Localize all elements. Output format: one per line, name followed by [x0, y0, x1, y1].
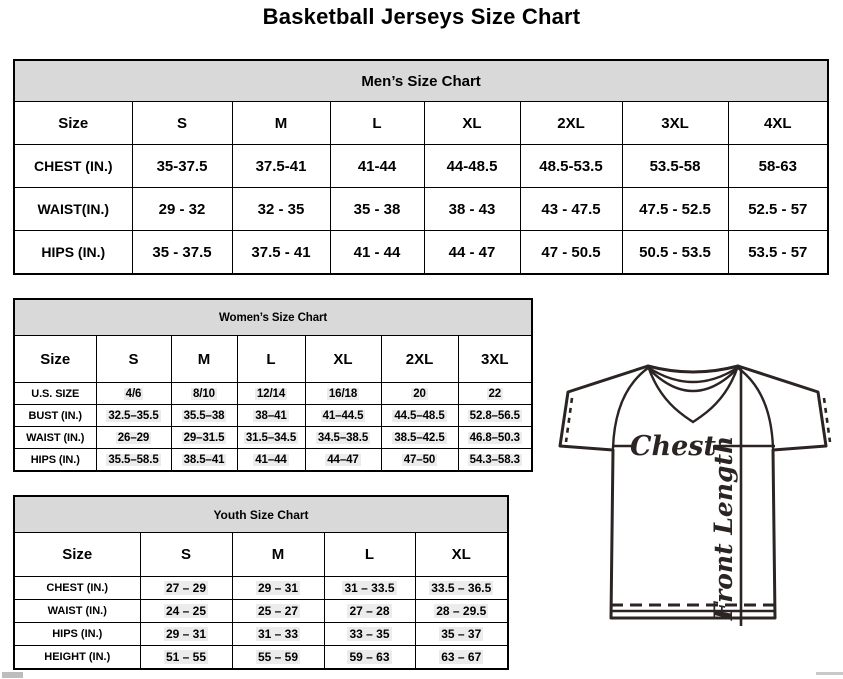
mens-size-chart-table: [13, 59, 829, 275]
womens-cell: [96, 427, 171, 449]
youth-cell: [140, 646, 232, 670]
mens-cell: 50.5 - 53.5: [622, 231, 728, 275]
mens-col-header: XL: [424, 102, 520, 145]
womens-cell: [381, 449, 458, 472]
cell-value: 29 – 31: [165, 627, 207, 641]
cell-value: 59 – 63: [349, 650, 390, 664]
table-row: [14, 145, 828, 188]
jersey-outline: [560, 366, 826, 618]
womens-cell: [171, 449, 237, 472]
youth-cell: [232, 646, 324, 670]
mens-col-header: M: [232, 102, 330, 145]
youth-cell: [232, 577, 324, 600]
womens-cell: [305, 449, 381, 472]
womens-cell: [237, 383, 305, 405]
mens-cell: 52.5 - 57: [728, 188, 828, 231]
mens-cell: 44-48.5: [424, 145, 520, 188]
womens-cell: [171, 427, 237, 449]
cell-value: 35.5–38: [183, 409, 225, 422]
cell-value: 27 – 29: [165, 581, 207, 595]
mens-cell: 35-37.5: [132, 145, 232, 188]
jersey-collar-top: [648, 366, 738, 372]
mens-cell: 58-63: [728, 145, 828, 188]
youth-cell: [415, 623, 508, 646]
mens-cell: 48.5-53.5: [520, 145, 622, 188]
mens-row-label: CHEST (IN.): [14, 145, 132, 188]
table-row: [14, 188, 828, 231]
youth-cell: [324, 646, 415, 670]
womens-cell: [96, 449, 171, 472]
youth-row-label: WAIST (IN.): [14, 600, 140, 623]
womens-cell: [171, 383, 237, 405]
womens-cell: [96, 405, 171, 427]
mens-row-label: WAIST(IN.): [14, 188, 132, 231]
youth-col-header: L: [324, 533, 415, 577]
table-row: [14, 600, 508, 623]
mens-col-header: Size: [14, 102, 132, 145]
cell-value: 12/14: [256, 387, 286, 400]
jersey-seam-right: [738, 368, 773, 448]
cell-value: 31 – 33: [257, 627, 299, 641]
womens-cell: [381, 405, 458, 427]
womens-size-chart-table: [13, 298, 533, 472]
cell-value: 29–31.5: [183, 431, 225, 444]
mens-cell: 35 - 37.5: [132, 231, 232, 275]
mens-cell: 29 - 32: [132, 188, 232, 231]
cell-value: 52.8–56.5: [469, 409, 520, 422]
table-row: [14, 623, 508, 646]
mens-col-header: S: [132, 102, 232, 145]
cell-value: 38.5–41: [183, 453, 225, 466]
womens-row-label: U.S. SIZE: [14, 383, 96, 405]
womens-cell: [237, 427, 305, 449]
cell-value: 51 – 55: [165, 650, 207, 664]
mens-table-title: Men’s Size Chart: [14, 60, 828, 102]
table-row: [14, 405, 532, 427]
cell-value: 29 – 31: [257, 581, 299, 595]
cell-value: 63 – 67: [441, 650, 482, 664]
youth-row-label: HEIGHT (IN.): [14, 646, 140, 670]
mens-col-header: 2XL: [520, 102, 622, 145]
front-length-label: Front Length: [709, 435, 738, 621]
youth-size-chart-table: [13, 495, 509, 670]
womens-col-header: L: [237, 336, 305, 383]
womens-col-header: XL: [305, 336, 381, 383]
womens-cell: [237, 449, 305, 472]
jersey-measurement-diagram: [556, 356, 840, 656]
mens-cell: 41-44: [330, 145, 424, 188]
cell-value: 33 – 35: [349, 627, 390, 641]
cell-value: 44.5–48.5: [394, 409, 445, 422]
cell-value: 31 – 33.5: [344, 581, 395, 595]
youth-header-row: [14, 533, 508, 577]
table-row: [14, 383, 532, 405]
mens-cell: 37.5 - 41: [232, 231, 330, 275]
mens-cell: 44 - 47: [424, 231, 520, 275]
mens-col-header: 3XL: [622, 102, 728, 145]
mens-cell: 53.5-58: [622, 145, 728, 188]
cell-value: 4/6: [125, 387, 142, 400]
mens-row-label: HIPS (IN.): [14, 231, 132, 275]
youth-table-title: Youth Size Chart: [14, 496, 508, 533]
cell-value: 22: [488, 387, 502, 400]
table-row: [14, 427, 532, 449]
cell-value: 35 – 37: [441, 627, 482, 641]
womens-table-title: Women’s Size Chart: [14, 299, 532, 336]
cell-value: 31.5–34.5: [245, 431, 297, 444]
mens-cell: 47.5 - 52.5: [622, 188, 728, 231]
womens-cell: [381, 427, 458, 449]
mens-cell: 47 - 50.5: [520, 231, 622, 275]
womens-col-header: 3XL: [458, 336, 532, 383]
youth-col-header: XL: [415, 533, 508, 577]
youth-cell: [324, 577, 415, 600]
cell-value: 41–44.5: [322, 409, 364, 422]
womens-row-label: HIPS (IN.): [14, 449, 96, 472]
womens-cell: [458, 449, 532, 472]
cell-value: 27 – 28: [349, 604, 390, 618]
youth-cell: [140, 623, 232, 646]
womens-cell: [458, 405, 532, 427]
womens-cell: [305, 405, 381, 427]
youth-col-header: S: [140, 533, 232, 577]
cell-value: 55 – 59: [257, 650, 299, 664]
youth-cell: [415, 600, 508, 623]
mens-cell: 53.5 - 57: [728, 231, 828, 275]
youth-col-header: Size: [14, 533, 140, 577]
cell-value: 38.5–42.5: [394, 431, 445, 444]
mens-cell: 38 - 43: [424, 188, 520, 231]
cell-value: 32.5–35.5: [108, 409, 159, 422]
cell-value: 41–44: [255, 453, 287, 466]
youth-col-header: M: [232, 533, 324, 577]
youth-row-label: CHEST (IN.): [14, 577, 140, 600]
cell-value: 38–41: [255, 409, 287, 422]
cell-value: 8/10: [193, 387, 215, 400]
mens-cell: 43 - 47.5: [520, 188, 622, 231]
womens-col-header: M: [171, 336, 237, 383]
womens-col-header: Size: [14, 336, 96, 383]
womens-cell: [458, 383, 532, 405]
womens-cell: [305, 427, 381, 449]
cell-value: 20: [413, 387, 426, 400]
womens-cell: [171, 405, 237, 427]
horizontal-scrollbar-fragment[interactable]: [816, 672, 843, 675]
youth-cell: [140, 577, 232, 600]
youth-cell: [324, 600, 415, 623]
youth-cell: [232, 623, 324, 646]
youth-cell: [232, 600, 324, 623]
womens-cell: [305, 383, 381, 405]
mens-cell: 41 - 44: [330, 231, 424, 275]
horizontal-scrollbar-thumb[interactable]: [2, 672, 23, 678]
womens-cell: [96, 383, 171, 405]
cell-value: 35.5–58.5: [108, 453, 159, 466]
mens-col-header: L: [330, 102, 424, 145]
youth-row-label: HIPS (IN.): [14, 623, 140, 646]
table-row: [14, 231, 828, 275]
cell-value: 54.3–58.3: [469, 453, 520, 466]
cell-value: 34.5–38.5: [317, 431, 369, 444]
youth-cell: [140, 600, 232, 623]
cell-value: 28 – 29.5: [436, 604, 487, 618]
womens-header-row: [14, 336, 532, 383]
chest-label: Chest: [630, 431, 716, 462]
cell-value: 47–50: [403, 453, 436, 466]
cell-value: 25 – 27: [257, 604, 299, 618]
cell-value: 16/18: [328, 387, 358, 400]
youth-cell: [415, 646, 508, 670]
cell-value: 46.8–50.3: [469, 431, 520, 444]
page-title: Basketball Jerseys Size Chart: [262, 4, 581, 29]
youth-cell: [415, 577, 508, 600]
womens-col-header: S: [96, 336, 171, 383]
youth-cell: [324, 623, 415, 646]
womens-cell: [381, 383, 458, 405]
womens-cell: [458, 427, 532, 449]
cell-value: 24 – 25: [165, 604, 207, 618]
womens-cell: [237, 405, 305, 427]
mens-col-header: 4XL: [728, 102, 828, 145]
womens-col-header: 2XL: [381, 336, 458, 383]
mens-header-row: [14, 102, 828, 145]
cell-value: 26–29: [117, 431, 150, 444]
table-row: [14, 449, 532, 472]
womens-row-label: WAIST (IN.): [14, 427, 96, 449]
mens-cell: 35 - 38: [330, 188, 424, 231]
cell-value: 33.5 – 36.5: [431, 581, 492, 595]
table-row: [14, 646, 508, 670]
mens-cell: 37.5-41: [232, 145, 330, 188]
cell-value: 44–47: [327, 453, 359, 466]
mens-cell: 32 - 35: [232, 188, 330, 231]
womens-row-label: BUST (IN.): [14, 405, 96, 427]
table-row: [14, 577, 508, 600]
